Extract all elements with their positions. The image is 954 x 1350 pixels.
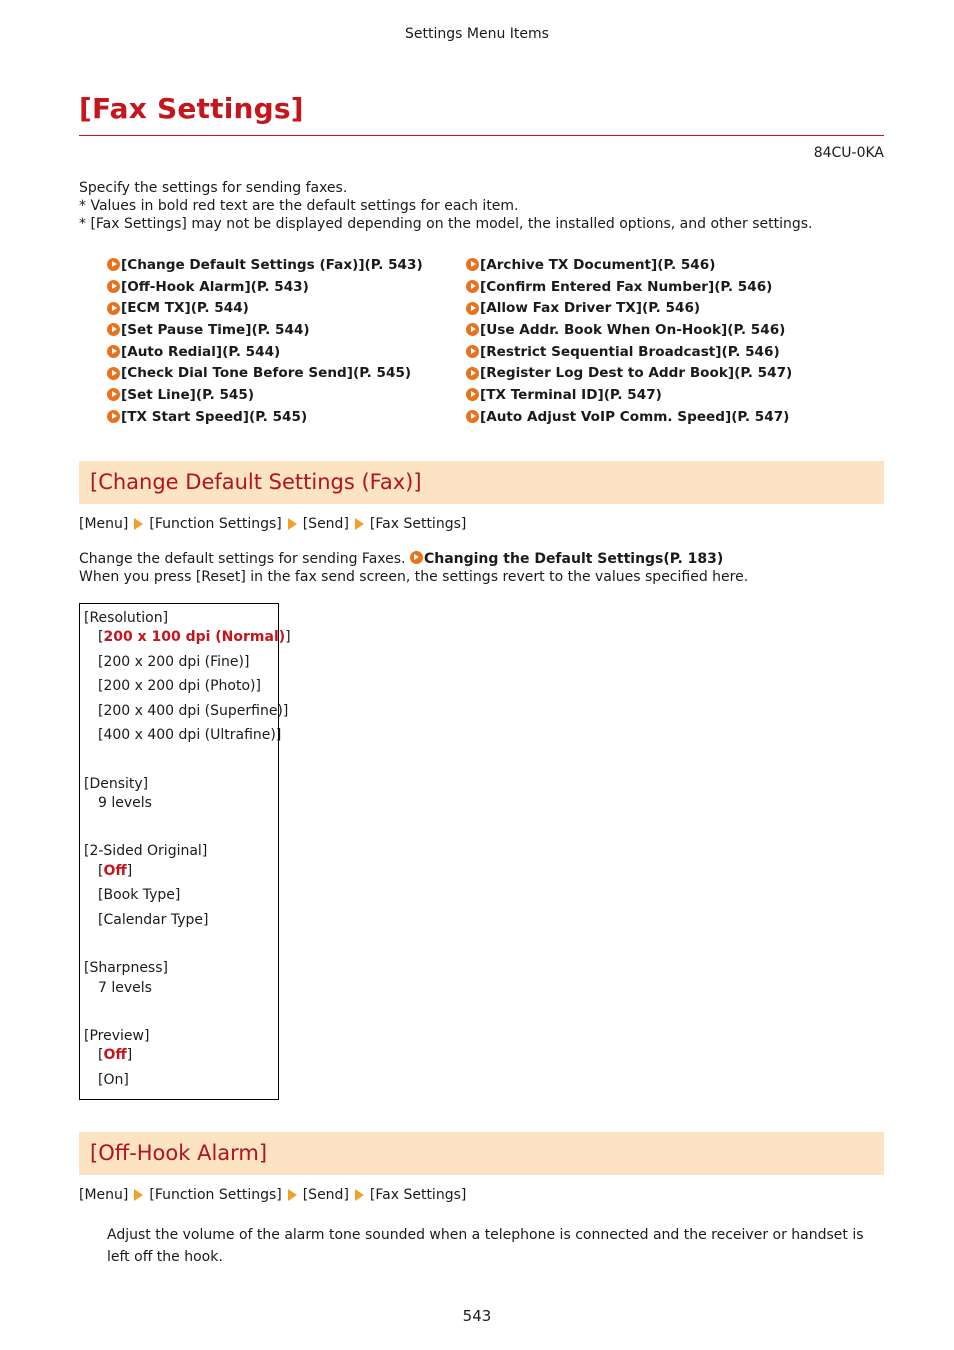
option-item: [200 x 200 dpi (Fine)]	[98, 654, 250, 670]
option-item: 7 levels	[98, 980, 152, 996]
link-label: [Set Pause Time](P. 544)	[121, 321, 310, 338]
link-label: [Change Default Settings (Fax)](P. 543)	[121, 256, 423, 273]
arrow-circle-icon	[410, 551, 423, 564]
section-description: Adjust the volume of the alarm tone sounded when a telephone is connected and the receiver or handset is left off the hook.	[107, 1227, 864, 1265]
option-item: [200 x 400 dpi (Superfine)]	[98, 703, 289, 719]
document-code: 84CU-0KA	[813, 145, 884, 161]
breadcrumb-item: [Fax Settings]	[369, 516, 467, 532]
link-set-pause-time[interactable]	[107, 319, 423, 341]
breadcrumb-item: [Fax Settings]	[369, 1187, 467, 1203]
arrow-circle-icon	[466, 280, 479, 293]
link-label: [Check Dial Tone Before Send](P. 545)	[121, 365, 412, 382]
link-label: [ECM TX](P. 544)	[121, 300, 249, 317]
option-default: [Off]	[98, 863, 133, 879]
title-rule	[79, 135, 884, 136]
description-text: When you press [Reset] in the fax send screen, the settings revert to the values specified here.	[79, 569, 749, 585]
arrow-circle-icon	[466, 410, 479, 423]
arrow-circle-icon	[107, 367, 120, 380]
intro-line: Specify the settings for sending faxes.	[79, 180, 348, 196]
link-list-left	[107, 254, 423, 428]
link-set-line[interactable]	[107, 384, 423, 406]
description-text: Change the default settings for sending Faxes.	[79, 551, 410, 567]
page-number: 543	[462, 1307, 492, 1325]
option-default: [200 x 100 dpi (Normal)]	[98, 629, 291, 645]
breadcrumb-item: [Send]	[302, 516, 349, 532]
intro-text	[79, 179, 813, 233]
arrow-circle-icon	[107, 302, 120, 315]
section-heading-off-hook-alarm: [Off-Hook Alarm]	[90, 1141, 268, 1165]
setting-2-sided-label: [2-Sided Original]	[84, 843, 208, 859]
arrow-circle-icon	[107, 258, 120, 271]
arrow-circle-icon	[107, 323, 120, 336]
breadcrumb-item: [Function Settings]	[149, 1187, 282, 1203]
triangle-right-icon	[288, 1189, 297, 1201]
link-label: Changing the Default Settings(P. 183)	[423, 551, 724, 567]
link-archive-tx-document[interactable]	[466, 254, 792, 276]
breadcrumb	[79, 1187, 466, 1203]
arrow-circle-icon	[466, 302, 479, 315]
link-label: [TX Start Speed](P. 545)	[121, 408, 308, 425]
link-list-right	[466, 254, 792, 428]
option-item: 9 levels	[98, 795, 152, 811]
link-changing-default-settings[interactable]	[410, 551, 723, 567]
link-confirm-fax-number[interactable]	[466, 276, 792, 298]
settings-options-box	[79, 603, 291, 1100]
link-label: [Off-Hook Alarm](P. 543)	[121, 278, 309, 295]
running-header: Settings Menu Items	[405, 26, 549, 42]
link-change-default-settings[interactable]	[107, 254, 423, 276]
link-label: [Archive TX Document](P. 546)	[480, 256, 716, 273]
setting-resolution-label: [Resolution]	[84, 610, 169, 626]
link-restrict-sequential-broadcast[interactable]	[466, 341, 792, 363]
link-label: [Auto Redial](P. 544)	[121, 343, 281, 360]
link-register-log-dest[interactable]	[466, 362, 792, 384]
link-off-hook-alarm[interactable]	[107, 276, 423, 298]
link-label: [Set Line](P. 545)	[121, 386, 255, 403]
section-heading-band	[79, 1132, 884, 1175]
default-value: Off	[103, 863, 127, 879]
default-value: 200 x 100 dpi (Normal)	[103, 629, 286, 645]
section-heading-change-default-settings: [Change Default Settings (Fax)]	[90, 470, 422, 494]
link-label: [Use Addr. Book When On-Hook](P. 546)	[480, 321, 786, 338]
link-auto-redial[interactable]	[107, 341, 423, 363]
option-item: [Calendar Type]	[98, 912, 209, 928]
option-item: [200 x 200 dpi (Photo)]	[98, 678, 261, 694]
arrow-circle-icon	[107, 345, 120, 358]
breadcrumb-item: [Function Settings]	[149, 516, 282, 532]
option-item: [400 x 400 dpi (Ultrafine)]	[98, 727, 282, 743]
arrow-circle-icon	[107, 410, 120, 423]
link-check-dial-tone[interactable]	[107, 362, 423, 384]
triangle-right-icon	[355, 1189, 364, 1201]
setting-preview-label: [Preview]	[84, 1028, 150, 1044]
breadcrumb-item: [Menu]	[79, 516, 129, 532]
page-title: [Fax Settings]	[79, 92, 304, 125]
arrow-circle-icon	[466, 323, 479, 336]
arrow-circle-icon	[107, 388, 120, 401]
option-default: [Off]	[98, 1047, 133, 1063]
link-label: [Restrict Sequential Broadcast](P. 546)	[480, 343, 780, 360]
link-allow-fax-driver-tx[interactable]	[466, 297, 792, 319]
setting-sharpness-label: [Sharpness]	[84, 960, 168, 976]
arrow-circle-icon	[107, 280, 120, 293]
section-description	[79, 550, 748, 586]
link-auto-adjust-voip[interactable]	[466, 406, 792, 428]
arrow-circle-icon	[466, 258, 479, 271]
arrow-circle-icon	[466, 345, 479, 358]
triangle-right-icon	[134, 518, 143, 530]
default-value: Off	[103, 1047, 127, 1063]
link-tx-start-speed[interactable]	[107, 406, 423, 428]
arrow-circle-icon	[466, 367, 479, 380]
triangle-right-icon	[355, 518, 364, 530]
arrow-circle-icon	[466, 388, 479, 401]
link-ecm-tx[interactable]	[107, 297, 423, 319]
link-label: [Register Log Dest to Addr Book](P. 547)	[480, 365, 793, 382]
link-use-addr-book-on-hook[interactable]	[466, 319, 792, 341]
link-tx-terminal-id[interactable]	[466, 384, 792, 406]
option-item: [On]	[98, 1072, 129, 1088]
link-label: [TX Terminal ID](P. 547)	[480, 386, 662, 403]
link-label: [Confirm Entered Fax Number](P. 546)	[480, 278, 773, 295]
intro-note: * Values in bold red text are the default settings for each item.	[79, 198, 519, 214]
breadcrumb	[79, 516, 466, 532]
link-label: [Allow Fax Driver TX](P. 546)	[480, 300, 701, 317]
setting-density-label: [Density]	[84, 776, 149, 792]
breadcrumb-item: [Menu]	[79, 1187, 129, 1203]
option-item: [Book Type]	[98, 887, 181, 903]
triangle-right-icon	[134, 1189, 143, 1201]
section-heading-band	[79, 461, 884, 504]
intro-note: * [Fax Settings] may not be displayed depending on the model, the installed options, and other settings.	[79, 216, 813, 232]
link-label: [Auto Adjust VoIP Comm. Speed](P. 547)	[480, 408, 790, 425]
triangle-right-icon	[288, 518, 297, 530]
breadcrumb-item: [Send]	[302, 1187, 349, 1203]
